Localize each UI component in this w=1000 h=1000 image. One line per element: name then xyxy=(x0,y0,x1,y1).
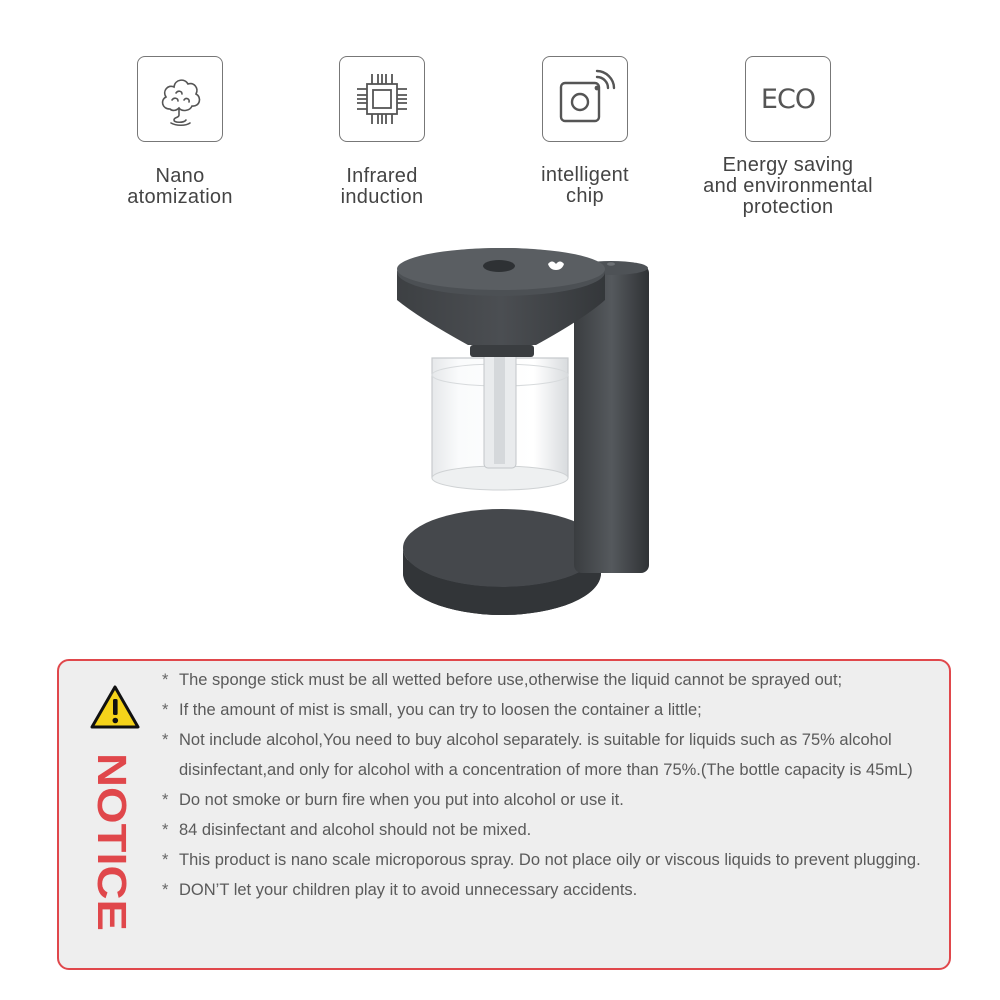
bullet-star: * xyxy=(162,851,169,869)
feature-label: Energy saving and environmental protection xyxy=(703,154,873,218)
feature-label: intelligent chip xyxy=(541,164,629,207)
feature-label: Nano atomization xyxy=(127,165,233,208)
notice-item-text: 84 disinfectant and alcohol should not be mixed. xyxy=(179,821,532,839)
feature-icon-box xyxy=(339,56,425,142)
feature-icon-box xyxy=(745,56,831,142)
notice-item xyxy=(162,785,941,815)
notice-item-text: If the amount of mist is small, you can try to loosen the container a little; xyxy=(179,701,702,719)
notice-item xyxy=(162,875,941,905)
smoke-cloud-icon xyxy=(152,69,208,129)
notice-item xyxy=(162,815,941,845)
feature-icon-box xyxy=(137,56,223,142)
warning-icon xyxy=(89,684,141,730)
notice-list xyxy=(162,665,941,905)
notice-item xyxy=(162,665,941,695)
notice-title-text: NOTICE xyxy=(89,753,135,908)
feature-label: Infrared induction xyxy=(340,165,424,208)
bullet-star: * xyxy=(162,791,169,809)
notice-title xyxy=(79,753,143,933)
wireless-sensor-icon xyxy=(553,69,617,129)
chip-icon xyxy=(351,68,413,130)
notice-item-text: This product is nano scale microporous spray. Do not place oily or viscous liquids to prevent plugging. xyxy=(179,851,921,869)
notice-item xyxy=(162,725,941,785)
bullet-star: * xyxy=(162,881,169,899)
notice-item-text: The sponge stick must be all wetted before use,otherwise the liquid cannot be sprayed out; xyxy=(179,671,843,689)
bullet-star: * xyxy=(162,731,169,749)
notice-item-text: DON’T let your children play it to avoid unnecessary accidents. xyxy=(179,881,638,899)
bullet-star: * xyxy=(162,671,169,689)
sprayer-product-image xyxy=(380,245,670,625)
bullet-star: * xyxy=(162,701,169,719)
feature-icon-box xyxy=(542,56,628,142)
notice-item-text: Do not smoke or burn fire when you put into alcohol or use it. xyxy=(179,791,624,809)
notice-item-text: Not include alcohol,You need to buy alcohol separately. is suitable for liquids such as 75% alcohol disinfectant,and only for alcohol with a concentration of more than 75%.(The bottle capacity is 45mL) xyxy=(179,731,913,779)
notice-panel xyxy=(57,659,951,970)
eco-icon: ECO xyxy=(760,83,816,115)
bullet-star: * xyxy=(162,821,169,839)
feature-energy-saving xyxy=(668,56,908,218)
notice-item xyxy=(162,845,941,875)
notice-item xyxy=(162,695,941,725)
